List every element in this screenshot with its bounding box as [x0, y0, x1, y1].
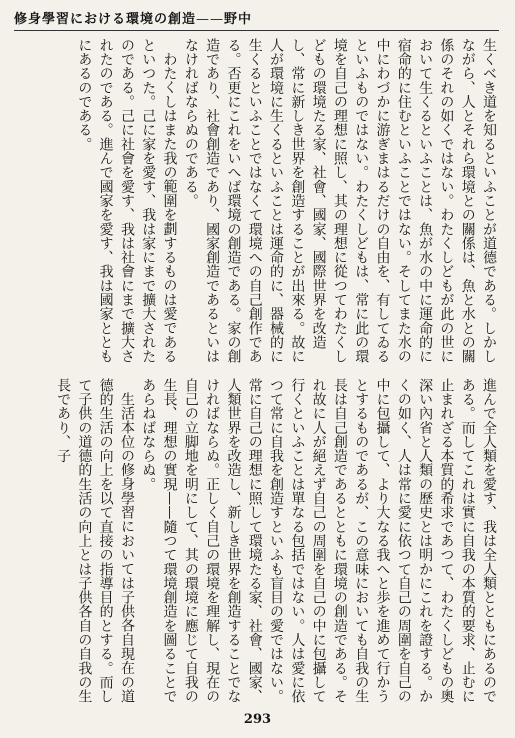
- text-block-lower: [30, 378, 499, 713]
- paragraph: 進んで全人類を愛す、我は全人類とともにあるのである。而してこれは實に自我の本質的要求、止むに止まれざる本質的希求であつて、わたくしどもの奧深い內省と人類の歷史とは明かにこれを證する。かくの如く、人は常に愛に依つて自己の周圍を自己の中に包攝して、より大なる我へと歩を進めて行かうとするものであるが、この意味においても自我の生長は自己創造であるとともに環境の創造である。それ故に人が絕えず自己の周圍を自己の中に包攝して行くといふことは單なる包括ではない。人は愛に依つて常に自我を創造すといふも盲目の愛ではない。常に自己の理想に照して環境たる家、社會、國家、人類世界を改造し、新しき世界を創造することでなければならぬ。正しく自己の環境を理解し、現在の自己の立脚地を明にして、其の環境に應じて自我の生長、理想の實現——隨つて環境創造を圖ることであらねばならぬ。: [140, 378, 497, 704]
- page-number: 293: [243, 712, 272, 727]
- running-header: [14, 8, 499, 27]
- header-author: 野中: [224, 12, 253, 27]
- text-block-upper: [30, 38, 499, 374]
- header-dash: ——: [196, 12, 225, 27]
- paragraph: 生くべき道を知るといふことが道德である。しかしながら、人とそれら環境との關係は、魚と水との關係のそれの如くではない。わたくしどもが此の世において生くるといふことは、魚が水の中に運命的に宿命的に住むといふことではない。そしてまた水の中にわづかに游ぎまはるだけの自由を、有してゐるといふものではない。わたくしどもは、常に此の環境を自己の理想に照し、其の理想に從つてわたくしどもの環境たる家、社會、國家、國際世界を改造し、常に新しき世界を創造することが出來る。故に人が環境に生くるといふことは運命的に、器械的に生くるといふことではなくて環境への自己創作である。否更にこれをいへば環境の創造である。家の創造であり、社會創造であり、國家創造であるといはなければならぬのである。: [182, 38, 497, 364]
- header-rule: [14, 30, 499, 31]
- paragraph: わたくしはまた我の範圍を劃するものは愛であるといつた。己に家を愛す、我は家にまで擴大されたのである。己に社會を愛す、我は社會にまで擴大されたのである。進んで國家を愛す、我は國家とともにあるのである。: [76, 38, 178, 364]
- header-section-title: 修身學習における環境の創造: [14, 12, 197, 27]
- paragraph: 生活本位の修身學習においては子供各自現在の道德的生活の向上を以て直接の指導目的とする。而して子供の道德的生活の向上とは子供各自の自我の生長であり、子: [55, 378, 135, 704]
